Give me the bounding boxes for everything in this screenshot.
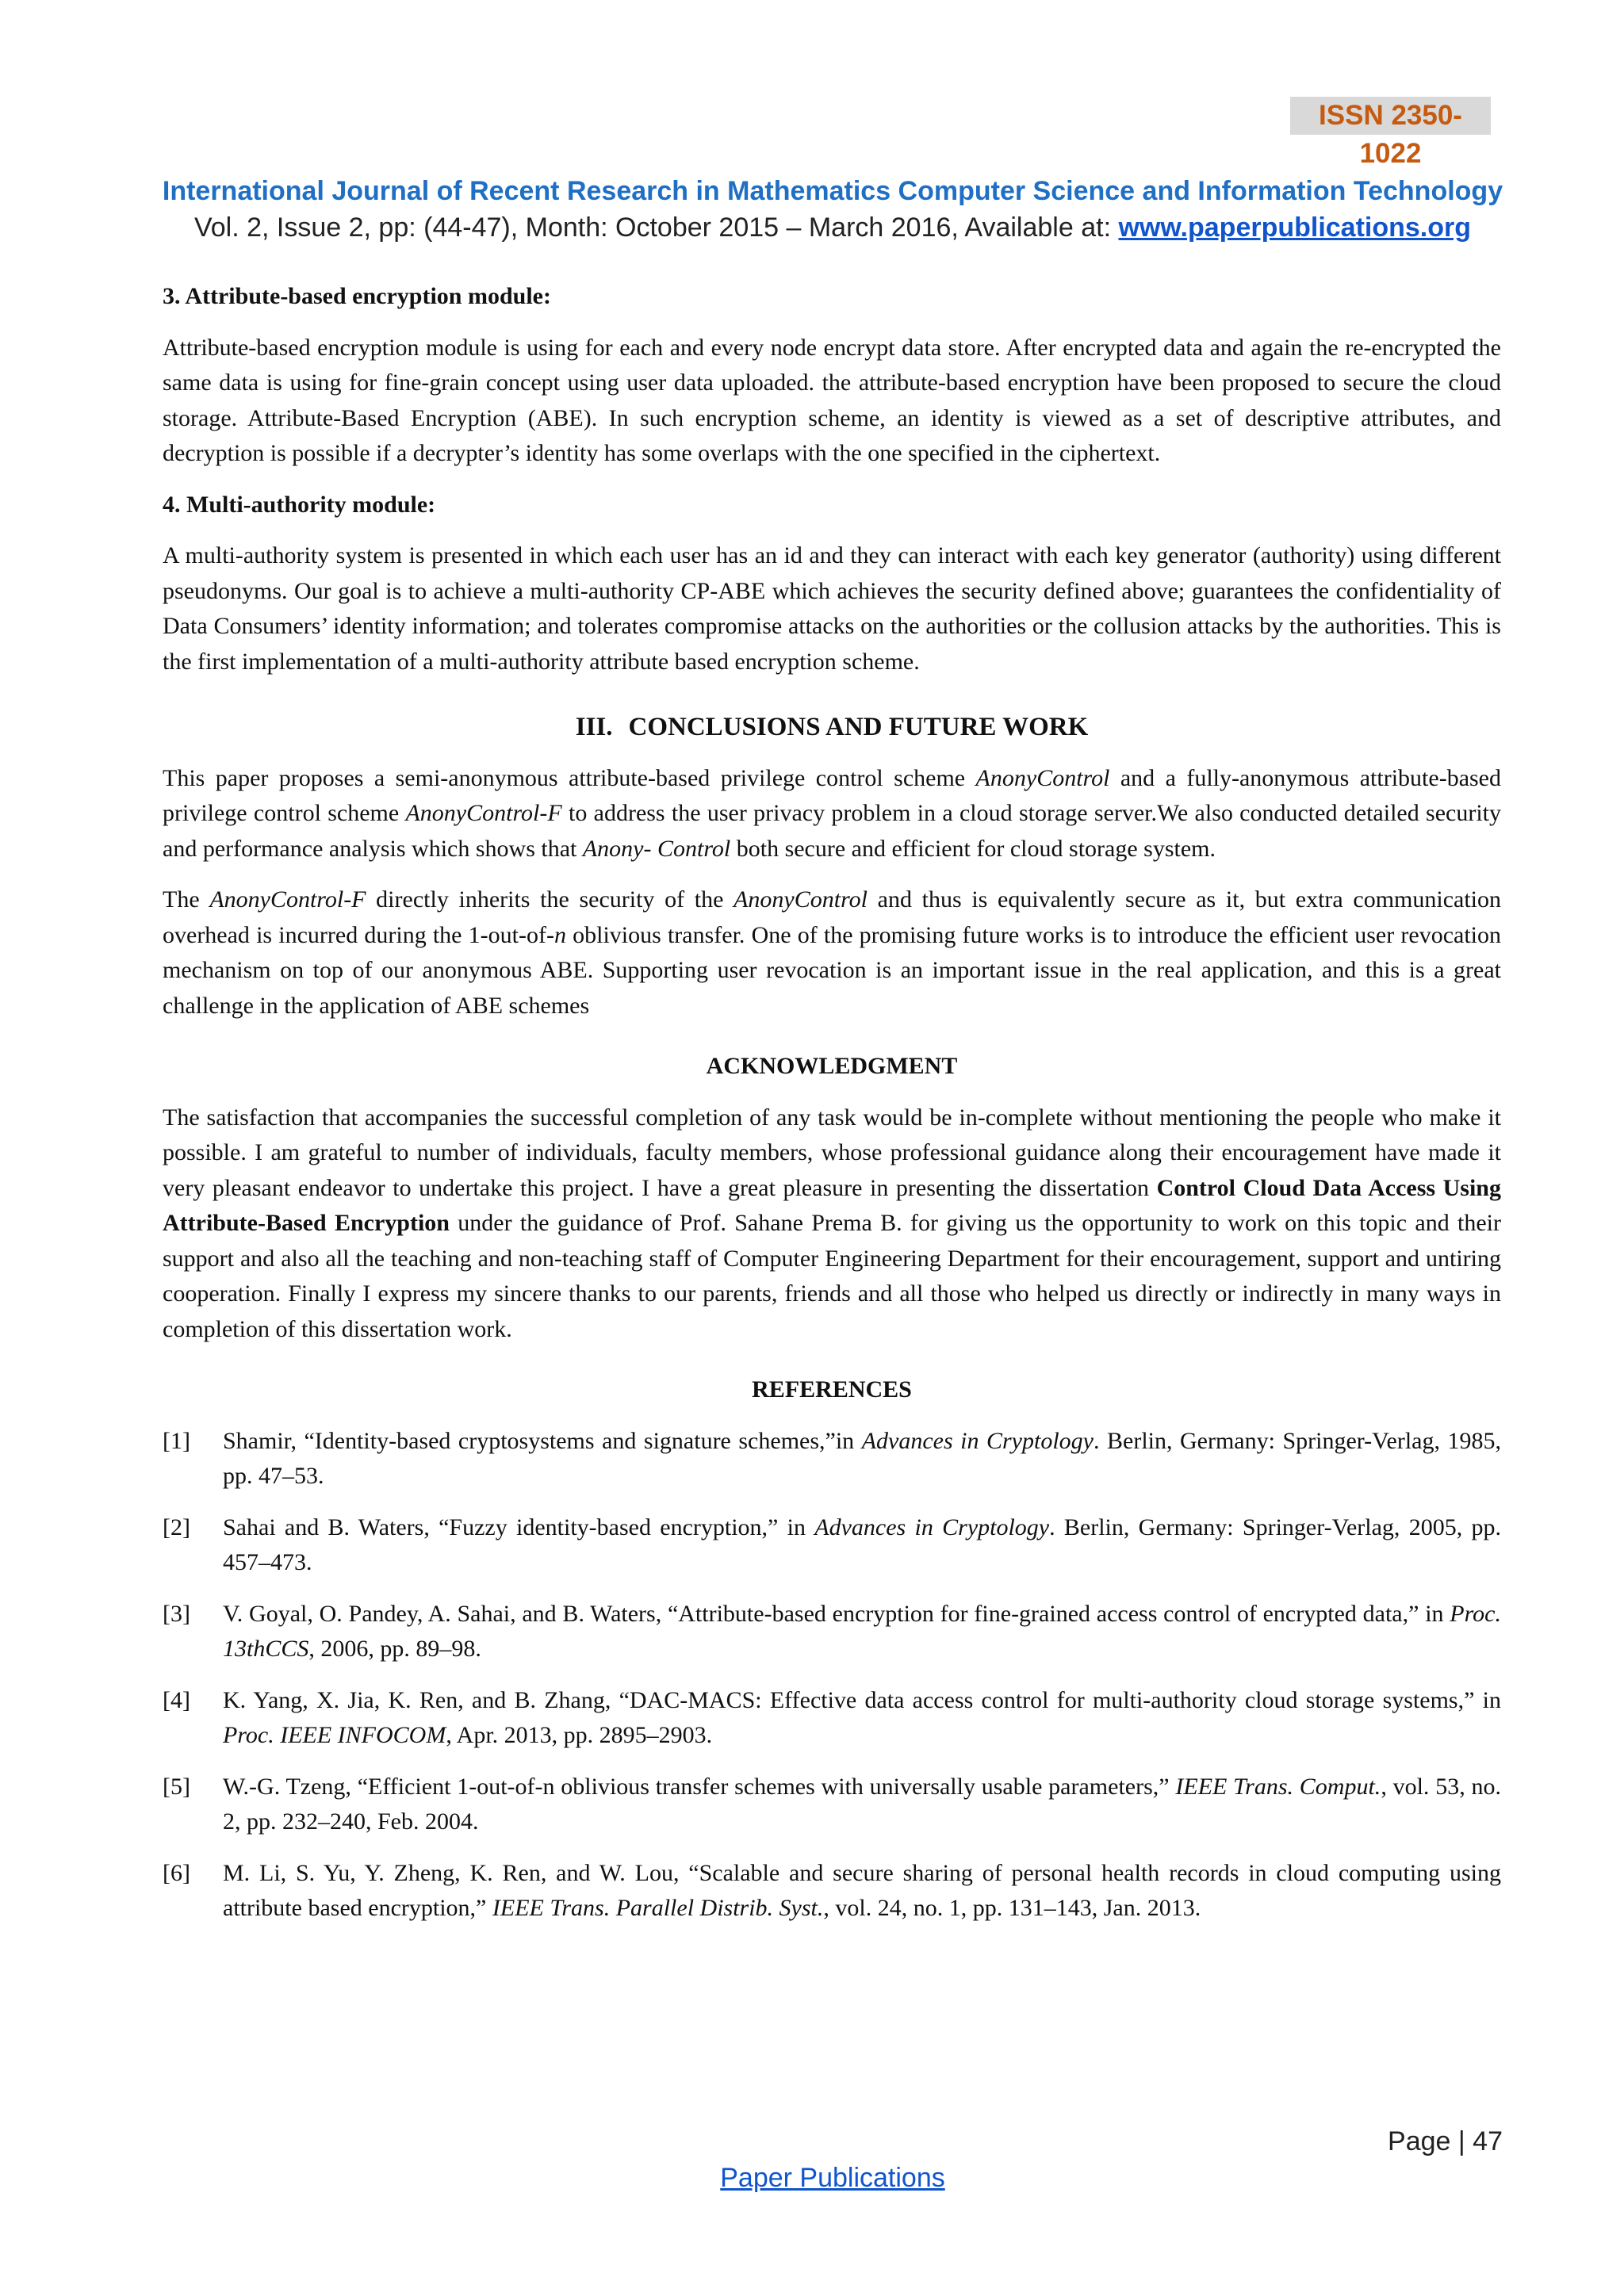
reference-text: M. Li, S. Yu, Y. Zheng, K. Ren, and W. Lou, “Scalable and secure sharing of personal health records in cloud computing using attribute based encryption,” IEEE Trans. Parallel Distrib. Syst., vol. 24, no. 1, pp. 131–143, Jan. 2013. bbox=[223, 1859, 1501, 1921]
issn-badge: ISSN 2350-1022 bbox=[1290, 97, 1491, 135]
acknowledgment-heading: ACKNOWLEDGMENT bbox=[706, 1053, 958, 1079]
page-number: Page | 47 bbox=[1388, 2126, 1503, 2156]
reference-text: K. Yang, X. Jia, K. Ren, and B. Zhang, “DAC-MACS: Effective data access control for multi-authority cloud storage systems,” in Proc. IEEE INFOCOM, Apr. 2013, pp. 2895–2903. bbox=[223, 1686, 1501, 1748]
section-4-text: A multi-authority system is presented in which each user has an id and they can interact with each key generator (authority) using different pseudonyms. Our goal is to achieve a multi-authority CP-ABE which achieves the security defined above; guarantees the confidentiality of Data Consumers’ identity information; and tolerates compromise attacks on the authorities or the collusion attacks by the authorities. This is the first implementation of a multi-authority attribute based encryption scheme. bbox=[163, 542, 1501, 675]
references-heading: REFERENCES bbox=[752, 1376, 912, 1402]
section-title: CONCLUSIONS AND FUTURE WORK bbox=[628, 713, 1089, 741]
reference-item bbox=[163, 1424, 1501, 1494]
journal-info bbox=[0, 209, 1624, 246]
reference-text: W.-G. Tzeng, “Efficient 1-out-of-n oblivious transfer schemes with universally usable parameters,” IEEE Trans. Comput., vol. 53, no. 2, pp. 232–240, Feb. 2004. bbox=[223, 1773, 1501, 1835]
section-3-heading: 3. Attribute-based encryption module: bbox=[163, 283, 551, 309]
reference-number: [2] bbox=[163, 1513, 190, 1540]
reference-item bbox=[163, 1683, 1501, 1754]
reference-number: [1] bbox=[163, 1427, 190, 1454]
reference-item bbox=[163, 1770, 1501, 1840]
publisher-link[interactable]: Paper Publications bbox=[720, 2163, 945, 2193]
reference-number: [4] bbox=[163, 1686, 190, 1713]
reference-number: [3] bbox=[163, 1600, 190, 1627]
section-3-text: Attribute-based encryption module is using for each and every node encrypt data store. After encrypted data and again the re-encrypted the same data is using for fine-grain concept using user data uploaded. the attribute-based encryption have been proposed to secure the cloud storage. Attribute-Based Encryption (ABE). In such encryption scheme, an identity is viewed as a set of descriptive attributes, and decryption is possible if a decrypter’s identity has some overlaps with the one specified in the ciphertext. bbox=[163, 334, 1501, 466]
reference-text: Sahai and B. Waters, “Fuzzy identity-based encryption,” in Advances in Cryptology. Berlin, Germany: Springer-Verlag, 2005, pp. 457–473. bbox=[223, 1513, 1501, 1575]
conclusions-paragraph-2: The AnonyControl-F directly inherits the security of the AnonyControl and thus is equivalently secure as it, but extra communication overhead is incurred during the 1-out-of-n oblivious transfer. One of the promising future works is to introduce the efficient user revocation mechanism on top of our anonymous ABE. Supporting user revocation is an important issue in the real application, and this is a great challenge in the application of ABE schemes bbox=[163, 886, 1501, 1019]
section-4-heading: 4. Multi-authority module: bbox=[163, 491, 436, 518]
footer bbox=[0, 2163, 1624, 2194]
journal-website-link[interactable]: www.paperpublications.org bbox=[1118, 212, 1472, 243]
reference-number: [5] bbox=[163, 1773, 190, 1800]
reference-number: [6] bbox=[163, 1859, 190, 1886]
section-number: III. bbox=[575, 713, 613, 741]
reference-text: Shamir, “Identity-based cryptosystems and signature schemes,”in Advances in Cryptology. Berlin, Germany: Springer-Verlag, 1985, pp. 47–53. bbox=[223, 1427, 1501, 1489]
conclusions-paragraph-1: This paper proposes a semi-anonymous attribute-based privilege control scheme AnonyControl and a fully-anonymous attribute-based privilege control scheme AnonyControl-F to address the user privacy problem in a cloud storage server.We also conducted detailed security and performance analysis which shows that Anony- Control both secure and efficient for cloud storage system. bbox=[163, 764, 1501, 862]
reference-item bbox=[163, 1856, 1501, 1927]
reference-text: V. Goyal, O. Pandey, A. Sahai, and B. Waters, “Attribute-based encryption for fine-grained access control of encrypted data,” in Proc. 13thCCS, 2006, pp. 89–98. bbox=[223, 1600, 1501, 1662]
acknowledgment-text: The satisfaction that accompanies the successful completion of any task would be in-complete without mentioning the people who make it possible. I am grateful to number of individuals, faculty members, whose professional guidance along their encouragement have made it very pleasant endeavor to undertake this project. I have a great pleasure in presenting the dissertation Control Cloud Data Access Using Attribute-Based Encryption under the guidance of Prof. Sahane Prema B. for giving us the opportunity to work on this topic and their support and also all the teaching and non-teaching staff of Computer Engineering Department for their encouragement, support and untiring cooperation. Finally I express my sincere thanks to our parents, friends and all those who helped us directly or indirectly in many ways in completion of this dissertation work. bbox=[163, 1104, 1501, 1342]
journal-info-text: Vol. 2, Issue 2, pp: (44-47), Month: October 2015 – March 2016, Available at: bbox=[193, 212, 1119, 243]
reference-list bbox=[163, 1424, 1501, 1927]
reference-item bbox=[163, 1597, 1501, 1667]
conclusions-heading bbox=[163, 710, 1501, 745]
page-content bbox=[163, 279, 1501, 1942]
reference-item bbox=[163, 1510, 1501, 1581]
journal-title: International Journal of Recent Research in Mathematics Computer Science and Information Technology bbox=[162, 176, 1503, 206]
